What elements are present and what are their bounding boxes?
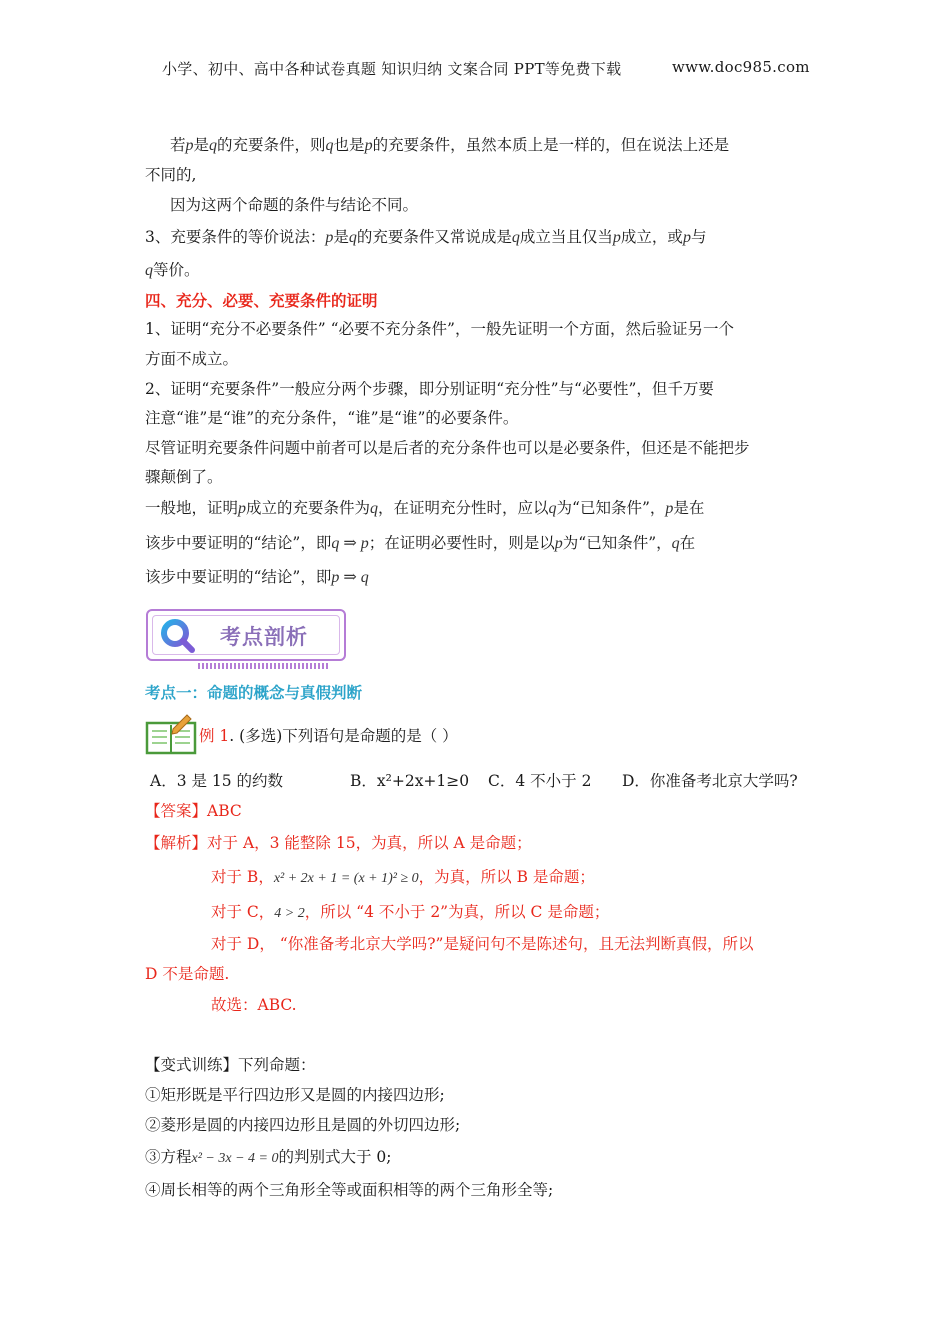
analysis-line-6: 故选：ABC. [211, 996, 297, 1014]
intro-line-3: 因为这两个命题的条件与结论不同。 [170, 196, 419, 214]
magnifier-icon [158, 616, 198, 656]
option-c: C．4 不小于 2 [488, 772, 592, 790]
analysis-line-5: D 不是命题. [145, 965, 230, 983]
section4-para-3b: 骤颠倒了。 [145, 468, 223, 486]
var-q: q [209, 137, 218, 154]
var-p: p [364, 137, 373, 154]
intro-line-5: q等价。 [145, 261, 200, 279]
analysis-line-2: 对于 B，x² + 2x + 1 = (x + 1)² ≥ 0，为真，所以 B 是命题； [211, 868, 595, 886]
formula-p-implies-q: p ⇒ q [331, 569, 369, 586]
option-b: B．x²+2x+1≥0 [350, 772, 470, 790]
page-header-text: 小学、初中、高中各种试卷真题 知识归纳 文案合同 PPT等免费下载 [162, 60, 622, 78]
analysis-line-3: 对于 C，4 > 2，所以 “4 不小于 2”为真，所以 C 是命题； [211, 903, 610, 921]
intro-line-2: 不同的, [145, 166, 197, 184]
formula-q-implies-p: q ⇒ p [331, 535, 369, 552]
variant-item-2: ②菱形是圆的内接四边形且是圆的外切四边形; [145, 1116, 461, 1134]
banner-title: 考点剖析 [220, 625, 308, 649]
section-title: 四、充分、必要、充要条件的证明 [145, 291, 378, 310]
example-label: 例 1 [199, 727, 230, 745]
section4-para-2a: 2、证明“充要条件”一般应分两个步骤，即分别证明“充分性”与“必要性”，但千万要 [145, 380, 714, 398]
section4-para-1b: 方面不成立。 [145, 350, 239, 368]
analysis-line-1: 【解析】对于 A，3 能整除 15，为真，所以 A 是命题； [145, 834, 532, 852]
var-q: q [325, 137, 334, 154]
section4-para-2b: 注意“谁”是“谁”的充分条件，“谁”是“谁”的必要条件。 [145, 409, 519, 427]
banner-stripes [198, 663, 328, 669]
var-p: p [185, 137, 194, 154]
answer-line: 【答案】ABC [145, 802, 242, 820]
intro-line-4: 3、充要条件的等价说法：p是q的充要条件又常说成是q成立当且仅当p成立，或p与 [145, 228, 707, 246]
formula-b: x² + 2x + 1 = (x + 1)² ≥ 0 [273, 871, 419, 886]
example-stem: 例 1. (多选)下列语句是命题的是（ ） [199, 727, 458, 745]
intro-line-1: 若p是q的充要条件，则q也是p的充要条件，虽然本质上是一样的，但在说法上还是 [170, 136, 730, 154]
section4-para-4a: 一般地，证明p成立的充要条件为q，在证明充分性时，应以q为“已知条件”，p是在 [145, 499, 705, 517]
variant-title: 【变式训练】下列命题： [145, 1056, 316, 1074]
analysis-line-4: 对于 D， “你准备考北京大学吗?”是疑问句不是陈述句，且无法判断真假，所以 [211, 935, 754, 953]
answer-value: ABC [207, 802, 242, 820]
book-pencil-icon [145, 713, 197, 755]
formula-c: 4 > 2 [274, 906, 305, 921]
option-a: A．3 是 15 的约数 [150, 772, 284, 790]
formula-variant-3: x² − 3x − 4 = 0 [191, 1151, 279, 1166]
kaodian-title: 考点一：命题的概念与真假判断 [145, 683, 363, 702]
variant-item-1: ①矩形既是平行四边形又是圆的内接四边形; [145, 1086, 445, 1104]
section4-para-1a: 1、证明“充分不必要条件” “必要不充分条件”，一般先证明一个方面，然后验证另一个 [145, 320, 734, 338]
variant-item-4: ④周长相等的两个三角形全等或面积相等的两个三角形全等; [145, 1181, 554, 1199]
kaodian-banner [146, 609, 344, 667]
header-url-link[interactable]: www.doc985.com [672, 58, 810, 76]
section4-para-4b: 该步中要证明的“结论”，即q ⇒ p；在证明必要性时，则是以p为“已知条件”，q在 [145, 534, 696, 552]
variant-item-3: ③方程x² − 3x − 4 = 0的判别式大于 0; [145, 1148, 392, 1166]
section4-para-4c: 该步中要证明的“结论”，即p ⇒ q [145, 568, 369, 586]
section4-para-3a: 尽管证明充要条件问题中前者可以是后者的充分条件也可以是必要条件，但还是不能把步 [145, 439, 750, 457]
option-d: D．你准备考北京大学吗? [622, 772, 798, 790]
